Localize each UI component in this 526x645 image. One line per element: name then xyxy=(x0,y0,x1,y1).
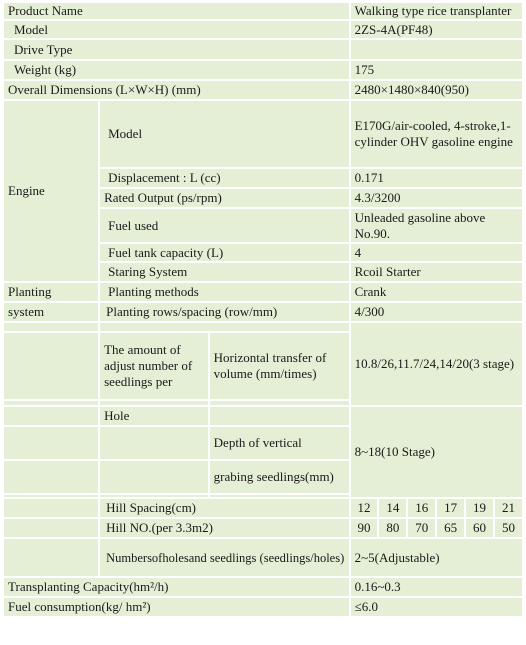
blank-cell xyxy=(100,401,208,405)
fuel-used-label: Fuel used xyxy=(100,209,349,242)
hill-spacing-value: 17 xyxy=(437,499,464,517)
planting-label-line2: system xyxy=(4,303,98,321)
hill-no-value: 60 xyxy=(466,519,493,537)
blank-cell xyxy=(100,323,349,331)
blank-cell xyxy=(4,427,98,459)
engine-model-label: Model xyxy=(100,101,349,167)
blank-cell xyxy=(4,401,98,405)
hill-no-value: 90 xyxy=(351,519,378,537)
hole-label: Hole xyxy=(100,407,208,425)
hill-no-label: Hill NO.(per 3.3m2) xyxy=(100,519,349,537)
row-product-name xyxy=(4,3,522,19)
depth-label-2: grabing seedlings(mm) xyxy=(210,461,349,493)
row-dimensions xyxy=(4,81,522,99)
row-planting-rows xyxy=(4,303,522,321)
planting-methods-value: Crank xyxy=(351,283,522,301)
hill-spacing-value: 12 xyxy=(351,499,378,517)
blank-cell xyxy=(4,461,98,493)
hill-spacing-value: 16 xyxy=(408,499,435,517)
hill-no-value: 70 xyxy=(408,519,435,537)
row-adjust-spacer xyxy=(4,323,522,331)
blank-cell xyxy=(210,495,349,497)
capacity-value: 0.16~0.3 xyxy=(351,578,522,596)
starting-system-label: Staring System xyxy=(100,263,349,281)
blank-cell xyxy=(4,495,98,497)
product-name-label: Product Name xyxy=(4,3,349,19)
row-capacity xyxy=(4,578,522,596)
planting-rows-label: Planting rows/spacing (row/mm) xyxy=(100,303,349,321)
planting-rows-value: 4/300 xyxy=(351,303,522,321)
capacity-label: Transplanting Capacity(hm²/h) xyxy=(4,578,349,596)
hill-no-value: 50 xyxy=(495,519,522,537)
blank-cell xyxy=(4,539,98,576)
blank-cell xyxy=(4,499,98,517)
drive-type-value xyxy=(351,40,522,59)
drive-type-label: Drive Type xyxy=(4,40,349,59)
depth-label-1: Depth of vertical xyxy=(210,427,349,459)
dimensions-label: Overall Dimensions (L×W×H) (mm) xyxy=(4,81,349,99)
engine-model-value: E170G/air-cooled, 4-stroke,1-cylinder OHV gasoline engine xyxy=(351,101,522,167)
displacement-value: 0.171 xyxy=(351,169,522,187)
product-name-value: Walking type rice transplanter xyxy=(351,3,522,19)
row-weight xyxy=(4,61,522,79)
row-engine-model xyxy=(4,101,522,167)
engine-label: Engine xyxy=(4,101,98,281)
hill-spacing-value: 21 xyxy=(495,499,522,517)
blank-cell xyxy=(4,333,98,399)
row-hill-no xyxy=(4,519,522,537)
rated-output-value: 4.3/3200 xyxy=(351,189,522,207)
fuel-consumption-value: ≤6.0 xyxy=(351,598,522,616)
blank-cell xyxy=(100,461,208,493)
fuel-consumption-label: Fuel consumption(kg/ hm²) xyxy=(4,598,349,616)
hill-spacing-value: 19 xyxy=(466,499,493,517)
horizontal-transfer-value: 10.8/26,11.7/24,14/20(3 stage) xyxy=(351,323,522,405)
weight-label: Weight (kg) xyxy=(4,61,349,79)
model-value: 2ZS-4A(PF48) xyxy=(351,21,522,38)
row-planting-methods xyxy=(4,283,522,301)
fuel-used-value: Unleaded gasoline above No.90. xyxy=(351,209,522,242)
blank-cell xyxy=(4,519,98,537)
starting-system-value: Rcoil Starter xyxy=(351,263,522,281)
row-holes-seedlings xyxy=(4,539,522,576)
holes-seedlings-label: Numbersofholesand seedlings (seedlings/holes) xyxy=(100,539,349,576)
rated-output-label: Rated Output (ps/rpm) xyxy=(100,189,349,207)
spec-table xyxy=(2,1,524,618)
planting-label-line1: Planting xyxy=(4,283,98,301)
row-fuel-consumption xyxy=(4,598,522,616)
hill-spacing-value: 14 xyxy=(379,499,406,517)
blank-cell xyxy=(4,323,98,331)
model-label: Model xyxy=(4,21,349,38)
hill-spacing-label: Hill Spacing(cm) xyxy=(100,499,349,517)
dimensions-value: 2480×1480×840(950) xyxy=(351,81,522,99)
weight-value: 175 xyxy=(351,61,522,79)
depth-value: 8~18(10 Stage) xyxy=(351,407,522,497)
hill-no-value: 65 xyxy=(437,519,464,537)
holes-seedlings-value: 2~5(Adjustable) xyxy=(351,539,522,576)
fuel-tank-value: 4 xyxy=(351,244,522,261)
displacement-label: Displacement : L (cc) xyxy=(100,169,349,187)
planting-methods-label: Planting methods xyxy=(100,283,349,301)
row-hill-spacing xyxy=(4,499,522,517)
hill-no-value: 80 xyxy=(379,519,406,537)
fuel-tank-label: Fuel tank capacity (L) xyxy=(100,244,349,261)
blank-cell xyxy=(100,427,208,459)
blank-cell xyxy=(210,407,349,425)
row-drive-type xyxy=(4,40,522,59)
blank-cell xyxy=(4,407,98,425)
row-hole xyxy=(4,407,522,425)
blank-cell xyxy=(100,495,208,497)
adjust-amount-label: The amount of adjust number of seedlings per xyxy=(100,333,208,399)
horizontal-transfer-label: Horizontal transfer of volume (mm/times) xyxy=(210,333,349,399)
row-model xyxy=(4,21,522,38)
blank-cell xyxy=(210,401,349,405)
